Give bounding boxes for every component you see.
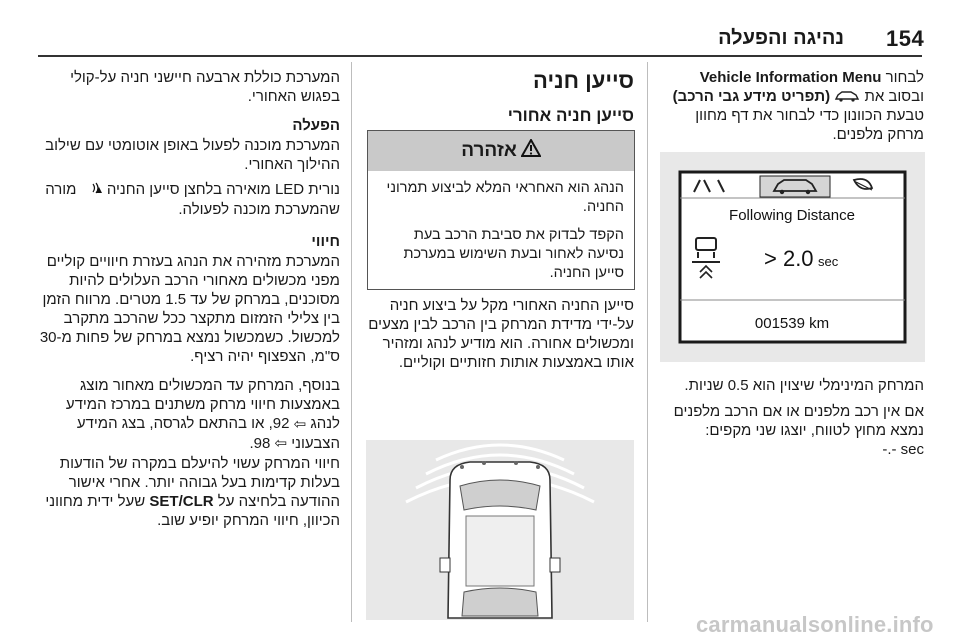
right-paragraph-1: לבחור Vehicle Information Menu ובסוב את (תפריט מידע גבי הרכב): [672, 69, 924, 105]
header-rule: [38, 55, 922, 57]
left-paragraph-3: נורית LED מואירה בלחצן סייען החניה מורה שהמערכת מוכנה לפעולה.: [45, 181, 340, 218]
page-ref-arrow-icon: ⇦: [293, 415, 307, 433]
display-odometer: 001539 km: [754, 315, 830, 332]
warning-header: [368, 131, 634, 171]
left-paragraph-4: המערכת מזהירה את הנהג בעזרת חיוויים קוליים מפני מכשולים מאחורי הרכב העלולים להיות מסוכנים, במרחק של עד 1.5 מטרים. מרווח הזמן בין צלילי הזמזום מתקצר ככל שהרכב מתקרב למכשול. כשמכשול נמצא במרחק של פחות מ-30 ס"מ, הצפצוף יהיה רציף.: [39, 253, 340, 365]
section-subtitle-rear-parking: סייען חניה אחורי: [507, 106, 634, 125]
page-title: נהיגה והפעלה: [718, 27, 844, 49]
page-reference-link[interactable]: 98: [253, 434, 271, 452]
left-paragraph-6: חיווי המרחק עשוי להיעלם במקרה של הודעות בעלות קדימות בעל גבוהה יותר. אחרי אישור ההודעה בלחיצה על SET/CLR שעל ידית מחווני הכיוון, חיווי המרחק יופיע שוב.: [45, 455, 340, 529]
left-paragraph-5: בנוסף, המרחק עד המכשולים מאחור מוצג באמצעות חיווי מרחק משתנים במרכז המידע לנהג ⇦ 92, או בהתאם לגרסה, בצג המידע הצבעוני ⇦ 98.: [65, 377, 340, 453]
page-number: 154: [886, 26, 925, 51]
column-divider: [647, 62, 648, 622]
column-divider: [351, 62, 352, 622]
warning-paragraph-2: הקפד לבדוק את סביבת הרכב בעת נסיעה לאחור ובעת השימוש במערכת סייען החניה.: [403, 227, 624, 281]
page-header: [0, 26, 960, 52]
heading-activation: הפעלה: [292, 117, 340, 134]
left-paragraph-2: המערכת מוכנה לפעול באופן אוטומטי עם שילוב ההילוך האחורי.: [45, 137, 340, 173]
left-paragraph-1: המערכת כוללת ארבעה חיישני חניה על-קולי בפגוש האחורי.: [70, 69, 340, 105]
heading-indication: חיווי: [311, 233, 340, 250]
warning-paragraph-1: הנהג הוא האחראי המלא לביצוע תמרוני החניה.: [386, 180, 624, 215]
driver-information-display-figure: [660, 152, 925, 362]
car-icon: [834, 88, 860, 107]
warning-triangle-icon: [521, 139, 541, 163]
section-title-parking-assist: סייען חניה: [533, 68, 634, 93]
rear-parking-sensor-figure: [366, 440, 634, 620]
middle-paragraph-1: סייען החניה האחורי מקל על ביצוע חניה על-ידי מדידת המרחק בין הרכב לבין מצעים ומכשולים אחורה. הוא מודיע לנהג ומזהיר אותו באמצעות אותות חזותיים וקוליים.: [368, 297, 634, 371]
parking-assist-button-icon: [81, 181, 103, 200]
page-ref-arrow-icon: ⇦: [274, 435, 288, 453]
right-paragraph-2: טבעת הכוונון כדי לבחור את דף מחוון מרחק מלפנים.: [695, 107, 924, 143]
warning-box: [367, 130, 635, 290]
page-reference-link[interactable]: 92: [272, 415, 290, 432]
right-paragraph-4-value: -.- sec: [882, 441, 924, 458]
watermark: carmanualsonline.info: [696, 612, 934, 637]
car-top-view-icon: [440, 461, 560, 618]
display-value: > 2.0: [764, 246, 814, 271]
warning-title: אזהרה: [461, 140, 517, 161]
right-paragraph-4: אם אין רכב מלפנים או אם הרכב מלפנים נמצא מחוץ לטווח, יוצגו שני מקפים:: [673, 403, 924, 439]
display-unit: sec: [818, 254, 839, 269]
display-title: Following Distance: [729, 207, 855, 224]
right-paragraph-3: המרחק המינימלי שיצוין הוא 0.5 שניות.: [684, 377, 924, 394]
